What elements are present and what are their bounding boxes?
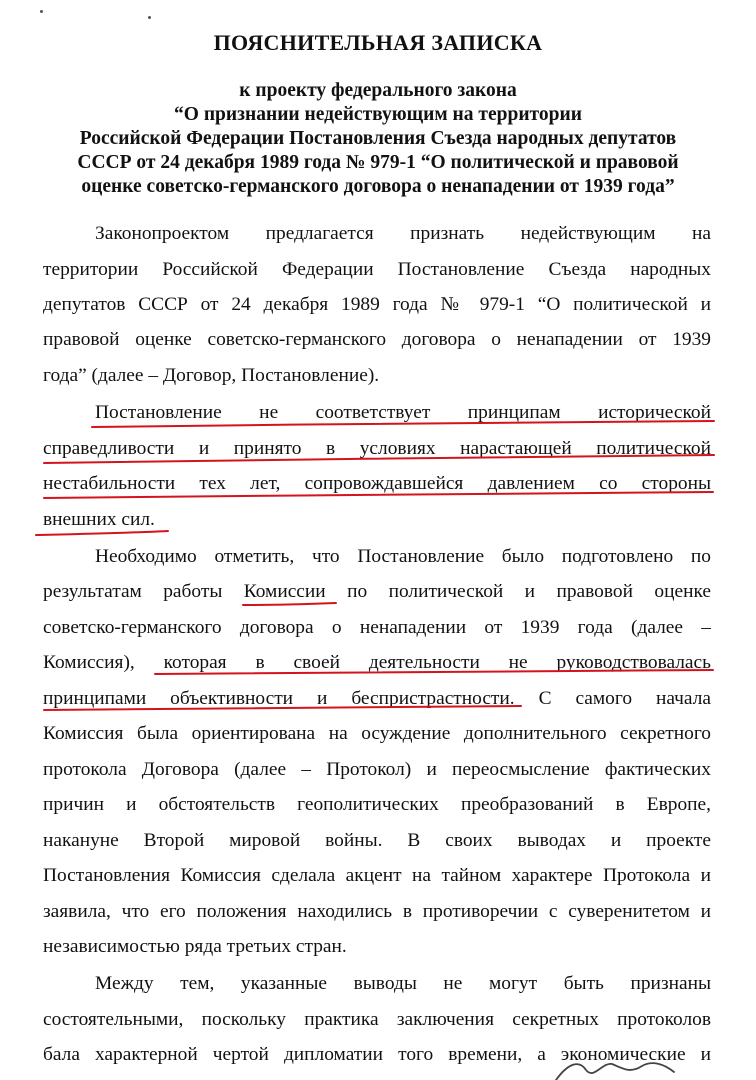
body-line: Постановление не соответствует принципам исторической [95,402,711,423]
body-line: независимостью ряда третьих стран. [43,936,347,957]
body-line: Постановления Комиссия сделала акцент на тайном характере Протокола и [43,865,711,886]
body-line: бала характерной чертой дипломатии того времени, а экономические и [43,1044,711,1065]
body-line: Необходимо отметить, что Постановление было подготовлено по [95,546,711,567]
body-line: года” (далее – Договор, Постановление). [43,365,380,386]
subtitle-line: “О признании недействующим на территории [174,104,582,125]
subtitle-line: СССР от 24 декабря 1989 года № 979-1 “О политической и правовой [77,152,679,173]
body-line: Комиссия), которая в своей деятельности не руководствовалась [43,652,711,673]
body-line: причин и обстоятельств геополитических преобразований в Европе, [43,794,711,815]
scan-speck [148,16,151,19]
body-line: протокола Договора (далее – Протокол) и переосмысление фактических [43,759,711,780]
body-line: правовой оценке советско-германского договора о ненападении от 1939 [43,329,711,350]
subtitle-line: оценке советско-германского договора о ненападении от 1939 года” [81,176,675,197]
body-line: советско-германского договора о ненападении от 1939 года (далее – [43,617,711,638]
scan-speck [40,10,43,13]
body-line: депутатов СССР от 24 декабря 1989 года № 979-1 “О политической и [43,294,711,315]
body-line: принципами объективности и беспристрастности. С самого начала [43,688,711,709]
body-line: Законопроектом предлагается признать недействующим на [95,223,711,244]
body-line: Между тем, указанные выводы не могут быть признаны [95,973,711,994]
body-line: заявила, что его положения находились в противоречии с суверенитетом и [43,901,711,922]
body-line: внешних сил. [43,509,155,530]
body-line: состоятельными, поскольку практика заключения секретных протоколов [43,1009,711,1030]
body-line: нестабильности тех лет, сопровождавшейся давлением со стороны [43,473,711,494]
body-line: территории Российской Федерации Постановление Съезда народных [43,259,711,280]
body-line: справедливости и принято в условиях нарастающей политической [43,438,711,459]
body-line: результатам работы Комиссии по политической и правовой оценке [43,581,711,602]
subtitle-line: к проекту федерального закона [239,80,517,101]
document-title: ПОЯСНИТЕЛЬНАЯ ЗАПИСКА [213,30,543,55]
subtitle-line: Российской Федерации Постановления Съезда народных депутатов [79,128,677,149]
body-line: Комиссия была ориентирована на осуждение дополнительного секретного [43,723,711,744]
body-line: накануне Второй мировой войны. В своих выводах и проекте [43,830,711,851]
